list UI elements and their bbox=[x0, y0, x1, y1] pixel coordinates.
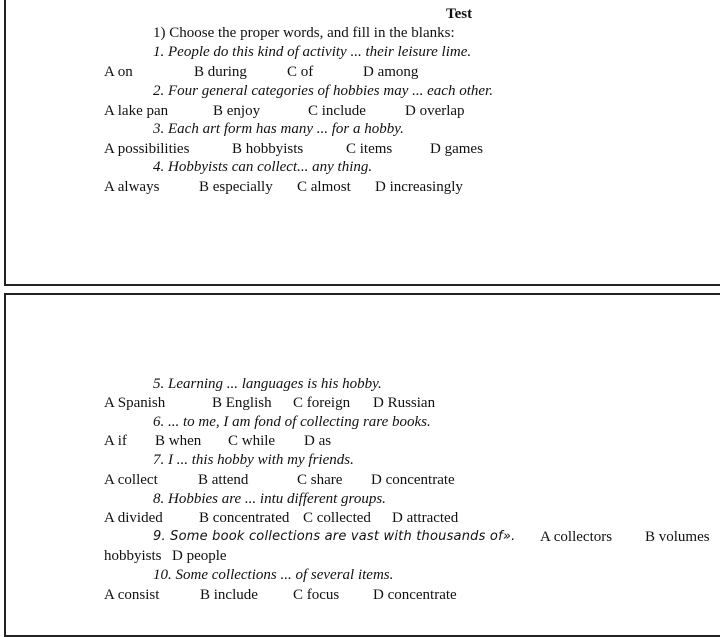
q5-option-d[interactable]: D Russian bbox=[373, 395, 436, 411]
q9-option-b[interactable]: B volumes bbox=[645, 529, 710, 545]
cut-header-fragment bbox=[392, 0, 396, 7]
q1-option-a[interactable]: A on bbox=[104, 64, 133, 80]
q2-option-b[interactable]: B enjoy bbox=[213, 103, 261, 119]
question-4: 4. Hobbyists can collect... any thing. bbox=[153, 159, 373, 175]
question-6: 6. ... to me, I am fond of collecting rare books. bbox=[153, 414, 431, 430]
page-title: Test bbox=[446, 6, 473, 22]
q1-option-b[interactable]: B during bbox=[194, 64, 247, 80]
q6-option-c[interactable]: C while bbox=[228, 433, 276, 449]
q3-option-c[interactable]: C items bbox=[346, 141, 393, 157]
q4-option-d[interactable]: D increasingly bbox=[375, 179, 463, 195]
q10-option-b[interactable]: B include bbox=[200, 587, 258, 603]
q9-option-c[interactable]: hobbyists bbox=[104, 548, 162, 564]
q2-option-d[interactable]: D overlap bbox=[405, 103, 465, 119]
q10-option-a[interactable]: A consist bbox=[104, 587, 160, 603]
q7-option-d[interactable]: D concentrate bbox=[371, 472, 455, 488]
question-2: 2. Four general categories of hobbies may ... each other. bbox=[153, 83, 493, 99]
q2-option-c[interactable]: C include bbox=[308, 103, 366, 119]
q8-option-a[interactable]: A divided bbox=[104, 510, 163, 526]
question-7: 7. I ... this hobby with my friends. bbox=[153, 452, 354, 468]
q8-option-d[interactable]: D attracted bbox=[392, 510, 459, 526]
q10-option-d[interactable]: D concentrate bbox=[373, 587, 457, 603]
q4-option-b[interactable]: B especially bbox=[199, 179, 273, 195]
q6-option-a[interactable]: A if bbox=[104, 433, 127, 449]
question-8: 8. Hobbies are ... intu different groups. bbox=[153, 491, 386, 507]
q5-option-c[interactable]: C foreign bbox=[293, 395, 351, 411]
q3-option-a[interactable]: A possibilities bbox=[104, 141, 190, 157]
q3-option-b[interactable]: B hobbyists bbox=[232, 141, 304, 157]
question-1: 1. People do this kind of activity ... their leisure lime. bbox=[153, 44, 472, 60]
q7-option-b[interactable]: B attend bbox=[198, 472, 249, 488]
q9-option-d[interactable]: D people bbox=[172, 548, 227, 564]
q8-option-b[interactable]: B concentrated bbox=[199, 510, 290, 526]
question-3: 3. Each art form has many ... for a hobby. bbox=[153, 121, 404, 137]
q7-option-c[interactable]: C share bbox=[297, 472, 343, 488]
q1-option-d[interactable]: D among bbox=[363, 64, 419, 80]
q3-option-d[interactable]: D games bbox=[430, 141, 483, 157]
q8-option-c[interactable]: C collected bbox=[303, 510, 371, 526]
q9-option-a[interactable]: A collectors bbox=[540, 529, 613, 545]
q6-option-b[interactable]: B when bbox=[155, 433, 202, 449]
q5-option-b[interactable]: B English bbox=[212, 395, 272, 411]
question-10: 10. Some collections ... of several items. bbox=[153, 567, 394, 583]
q5-option-a[interactable]: A Spanish bbox=[104, 395, 166, 411]
q6-option-d[interactable]: D as bbox=[304, 433, 332, 449]
instruction-text: 1) Choose the proper words, and fill in the blanks: bbox=[153, 25, 455, 41]
q10-option-c[interactable]: C focus bbox=[293, 587, 340, 603]
q1-option-c[interactable]: C of bbox=[287, 64, 314, 80]
q4-option-c[interactable]: C almost bbox=[297, 179, 351, 195]
q2-option-a[interactable]: A lake pan bbox=[104, 103, 169, 119]
q7-option-a[interactable]: A collect bbox=[104, 472, 158, 488]
question-5: 5. Learning ... languages is his hobby. bbox=[153, 376, 382, 392]
question-9: 9. Some book collections are vast with thousands of». bbox=[153, 529, 516, 544]
q4-option-a[interactable]: A always bbox=[104, 179, 160, 195]
